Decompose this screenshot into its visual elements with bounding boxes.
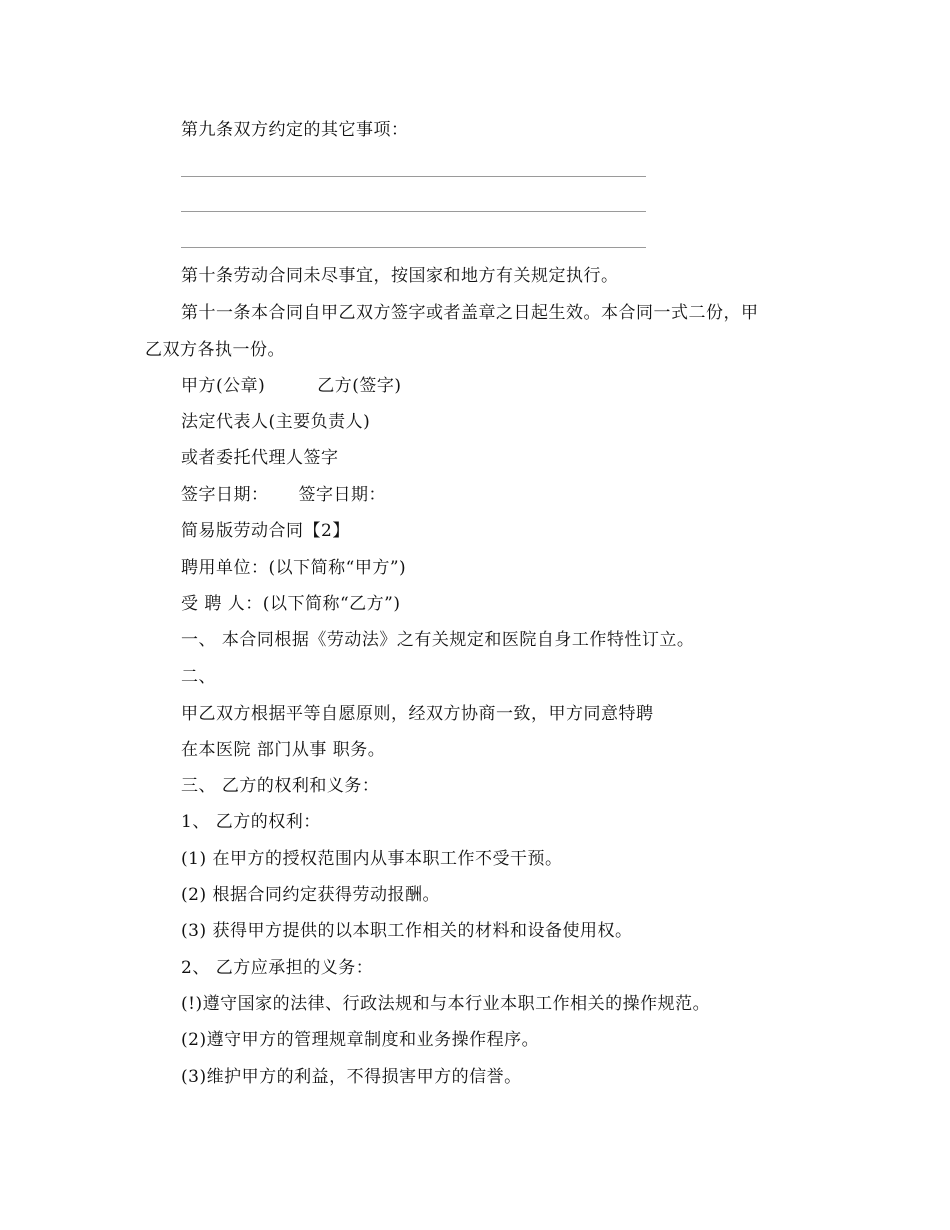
contract-2-title: 简易版劳动合同【2】: [181, 521, 350, 541]
section-2-text-1: 甲乙双方根据平等自愿原则，经双方协商一致，甲方同意特聘: [181, 704, 654, 724]
rights-heading: 1、 乙方的权利：: [181, 812, 321, 832]
signature-parties: [181, 375, 402, 397]
section-2-heading: 二、: [181, 667, 216, 687]
right-item-1: (1) 在甲方的授权范围内从事本职工作不受干预。: [181, 849, 563, 869]
clause-10: 第十条劳动合同未尽事宜，按国家和地方有关规定执行。: [181, 266, 619, 286]
duty-item-3: (3)维护甲方的利益，不得损害甲方的信誉。: [181, 1067, 522, 1087]
clause-11-line-2: 乙双方各执一份。: [145, 340, 285, 360]
party-a-sign-date-label: 签字日期：: [181, 485, 269, 505]
blank-fill-line: [181, 247, 646, 248]
employer-line: 聘用单位：(以下简称“甲方”): [181, 558, 407, 578]
party-b-signature-label: 乙方(签字): [317, 376, 402, 396]
clause-11-line-1: 第十一条本合同自甲乙双方签字或者盖章之日起生效。本合同一式二份，甲: [181, 303, 759, 323]
clause-9-heading: 第九条双方约定的其它事项：: [181, 120, 409, 140]
authorized-agent-label: 或者委托代理人签字: [181, 448, 339, 468]
employee-line: 受 聘 人：(以下简称“乙方”): [181, 594, 401, 614]
right-item-3: (3) 获得甲方提供的以本职工作相关的材料和设备使用权。: [181, 921, 633, 941]
blank-fill-line: [181, 176, 646, 177]
section-1: 一、 本合同根据《劳动法》之有关规定和医院自身工作特性订立。: [181, 630, 695, 650]
duty-item-1: (!)遵守国家的法律、行政法规和与本行业本职工作相关的操作规范。: [181, 994, 711, 1014]
party-b-sign-date-label: 签字日期：: [298, 485, 386, 505]
legal-representative-label: 法定代表人(主要负责人): [181, 412, 371, 432]
right-item-2: (2) 根据合同约定获得劳动报酬。: [181, 885, 440, 905]
duty-item-2: (2)遵守甲方的管理规章制度和业务操作程序。: [181, 1030, 540, 1050]
signature-dates: [181, 484, 386, 506]
blank-fill-line: [181, 211, 646, 212]
section-2-text-2: 在本医院 部门从事 职务。: [181, 740, 386, 760]
section-3-heading: 三、 乙方的权利和义务：: [181, 776, 380, 796]
party-a-seal-label: 甲方(公章): [181, 376, 266, 396]
duties-heading: 2、 乙方应承担的义务：: [181, 958, 374, 978]
